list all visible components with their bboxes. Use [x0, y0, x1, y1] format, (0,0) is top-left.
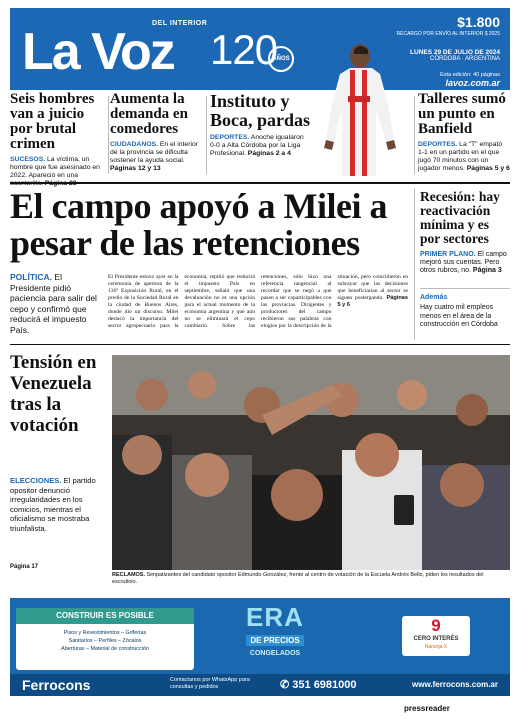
- ad-line: Aberturas – Material de construcción: [61, 646, 149, 652]
- price: $1.800: [457, 14, 500, 30]
- issue-date: LUNES 29 DE JULIO DE 2024: [410, 49, 500, 56]
- ad-products-box: [16, 608, 194, 670]
- teaser-text: [418, 141, 510, 173]
- ad-card-label: CERO INTERÉS: [413, 636, 459, 642]
- venezuela-headline[interactable]: Tensión en Venezuela tras la votación: [10, 352, 97, 436]
- ad-phone[interactable]: [280, 678, 357, 691]
- ad-brand: Ferrocons: [22, 677, 91, 693]
- anniversary-label: AÑOS: [268, 46, 294, 72]
- main-lead: [10, 272, 102, 335]
- ademas-box[interactable]: [420, 294, 512, 330]
- ad-card-offer: [402, 616, 470, 656]
- ad-footer-bar: [10, 674, 510, 696]
- ad-card-brand: Naranja X: [424, 644, 448, 650]
- teaser-kicker: DEPORTES.: [210, 134, 250, 141]
- ad-promo-sub2: CONGELADOS: [249, 650, 301, 657]
- section-rule: [10, 182, 510, 184]
- teaser-sucesos[interactable]: [10, 92, 108, 188]
- ad-line: Pisos y Revestimientos – Griferías: [63, 630, 147, 636]
- side-headline: Recesión: hay reactivación mínima y es por sectores: [420, 189, 500, 246]
- ad-card-value: 9: [431, 616, 441, 635]
- venezuela-page: Página 17: [10, 564, 39, 570]
- ad-website[interactable]: www.ferrocons.com.ar: [412, 680, 498, 689]
- teaser-row: [10, 92, 510, 182]
- teaser-text: [210, 134, 306, 158]
- logo-wordmark: La Voz: [22, 23, 174, 81]
- page-footer: [10, 700, 510, 718]
- ad-phone-number: 351 6981000: [292, 679, 357, 691]
- teaser-body: La víctima, un hombre que fue asesinado en 2022. Apareció en una: [10, 156, 100, 179]
- crowd-photo[interactable]: [112, 355, 510, 570]
- teaser-text: [110, 141, 206, 173]
- column-divider: [108, 96, 109, 174]
- ademas-rule: [420, 288, 510, 289]
- venezuela-kicker: ELECCIONES.: [10, 476, 62, 485]
- caption-kicker: RECLAMOS.: [112, 572, 145, 578]
- ad-promo: [220, 604, 330, 676]
- teaser-title: Seis hombres van a juicio por brutal crimen: [10, 91, 95, 152]
- venezuela-text: [10, 476, 102, 534]
- teaser-title: Aumenta la demanda en comedores: [110, 91, 188, 137]
- teaser-talleres[interactable]: [418, 92, 510, 173]
- logo[interactable]: [22, 16, 302, 86]
- teaser-page: Páginas 2 a 4: [247, 150, 291, 157]
- venezuela-body: El partido opositor denunció irregularidades en los comicios, mientras el oficialismo se mostraba triunfalista.: [10, 476, 96, 533]
- main-kicker: POLÍTICA.: [10, 272, 53, 282]
- main-body-text: El Presidente estuvo ayer en la ceremonia de apertura de la 136ª Exposición Rural, en el predio de la Sociedad Rural en la ciudad de Buenos Aires, donde dio un discurso. Milei destacó la importancia del sector agropecuario para la economía, repitió que reducirá el impuesto País en septiembre, señaló que una devaluación no es una opción para el actual momento de la economía argentina y que aún no se eliminará el cepo cambiario. Sobre las retenciones, sólo hizo una referencia tangencial al recordar que se negó a que pasen a ser coparticipables con las provincias. Dirigentes y productores del campo recibieron sus palabras con elogios por la descripción de la situación, pero coincidieron en subrayar que las decisiones que beneficiarían al sector se siguen postergando.: [108, 274, 408, 329]
- section-rule: [10, 344, 510, 345]
- whatsapp-icon: ✆: [280, 679, 290, 691]
- teaser-body: En el interior de la provincia se dificulta sostener la ayuda social.: [110, 141, 199, 164]
- side-kicker: PRIMER PLANO.: [420, 251, 476, 258]
- website-link[interactable]: lavoz.com.ar: [445, 78, 500, 88]
- price-note: RECARGO POR ENVÍO AL INTERIOR $ 2025: [396, 31, 500, 37]
- main-page: Páginas 5 y 6: [337, 295, 408, 308]
- photo-caption: [112, 572, 510, 586]
- teaser-instituto[interactable]: [210, 92, 322, 158]
- ad-contact: Contactanos por WhatsApp para consultas y pedidos: [170, 677, 250, 690]
- teaser-kicker: SUCESOS.: [10, 156, 46, 163]
- player-photo: [310, 44, 420, 176]
- teaser-ciudadanos[interactable]: [110, 92, 206, 173]
- main-headline[interactable]: El campo apoyó a Milei a pesar de las retenciones: [10, 186, 387, 263]
- ad-promo-title: ERA: [246, 602, 304, 632]
- ademas-label: Además: [420, 294, 448, 301]
- teaser-title: Instituto y Boca, pardas: [210, 91, 311, 130]
- teaser-body: La "T" empató 1-1 en un partido en el que jugó 70 minutos con un jugador menos.: [418, 141, 503, 172]
- edition-pages: Esta edición: 40 páginas: [440, 72, 500, 78]
- ademas-text: Hay cuatro mil empleos menos en el área de la construcción en Córdoba: [420, 304, 498, 328]
- teaser-body: Anoche igualaron 0-0 a Alta Córdoba por la Liga Profesional.: [210, 134, 304, 157]
- teaser-page: Páginas 12 y 13: [110, 165, 161, 172]
- ad-line: Sanitarios – Perfiles – Zócalos: [68, 638, 142, 644]
- teaser-kicker: DEPORTES.: [418, 141, 458, 148]
- side-body: El campo mejoró sus cuentas. Pero otros rubros, no.: [420, 251, 507, 275]
- logo-subbrand: DEL INTERIOR: [152, 20, 208, 27]
- masthead: [10, 8, 510, 90]
- caption-text: Simpatizantes del candidato opositor Edmundo González, frente al centro de votación de la Escuela Andrés Bello, piden los resultados del escrutinio.: [112, 572, 484, 585]
- anniversary-number: 120: [210, 26, 278, 73]
- main-lead-text: El Presidente pidió paciencia para salir del cepo y confirmó que reducirá el impuesto País.: [10, 272, 97, 335]
- main-body: [108, 274, 408, 338]
- side-text: [420, 251, 512, 276]
- side-story[interactable]: [420, 190, 512, 276]
- teaser-page: Páginas 5 y 6: [466, 165, 510, 172]
- ad-left-body: [16, 624, 194, 653]
- issue-city: CÓRDOBA · ARGENTINA: [429, 56, 500, 62]
- ferrocons-ad[interactable]: [10, 598, 510, 696]
- teaser-kicker: CIUDADANOS.: [110, 141, 158, 148]
- teaser-title: Talleres sumó un punto en Banfield: [418, 91, 506, 137]
- distributor-logo: pressreader: [404, 704, 450, 713]
- ad-promo-sub: DE PRECIOS: [246, 635, 303, 646]
- column-divider: [414, 188, 415, 340]
- column-divider: [206, 96, 207, 174]
- ad-left-title: CONSTRUIR ES POSIBLE: [16, 608, 194, 624]
- side-page: Página 3: [472, 267, 502, 275]
